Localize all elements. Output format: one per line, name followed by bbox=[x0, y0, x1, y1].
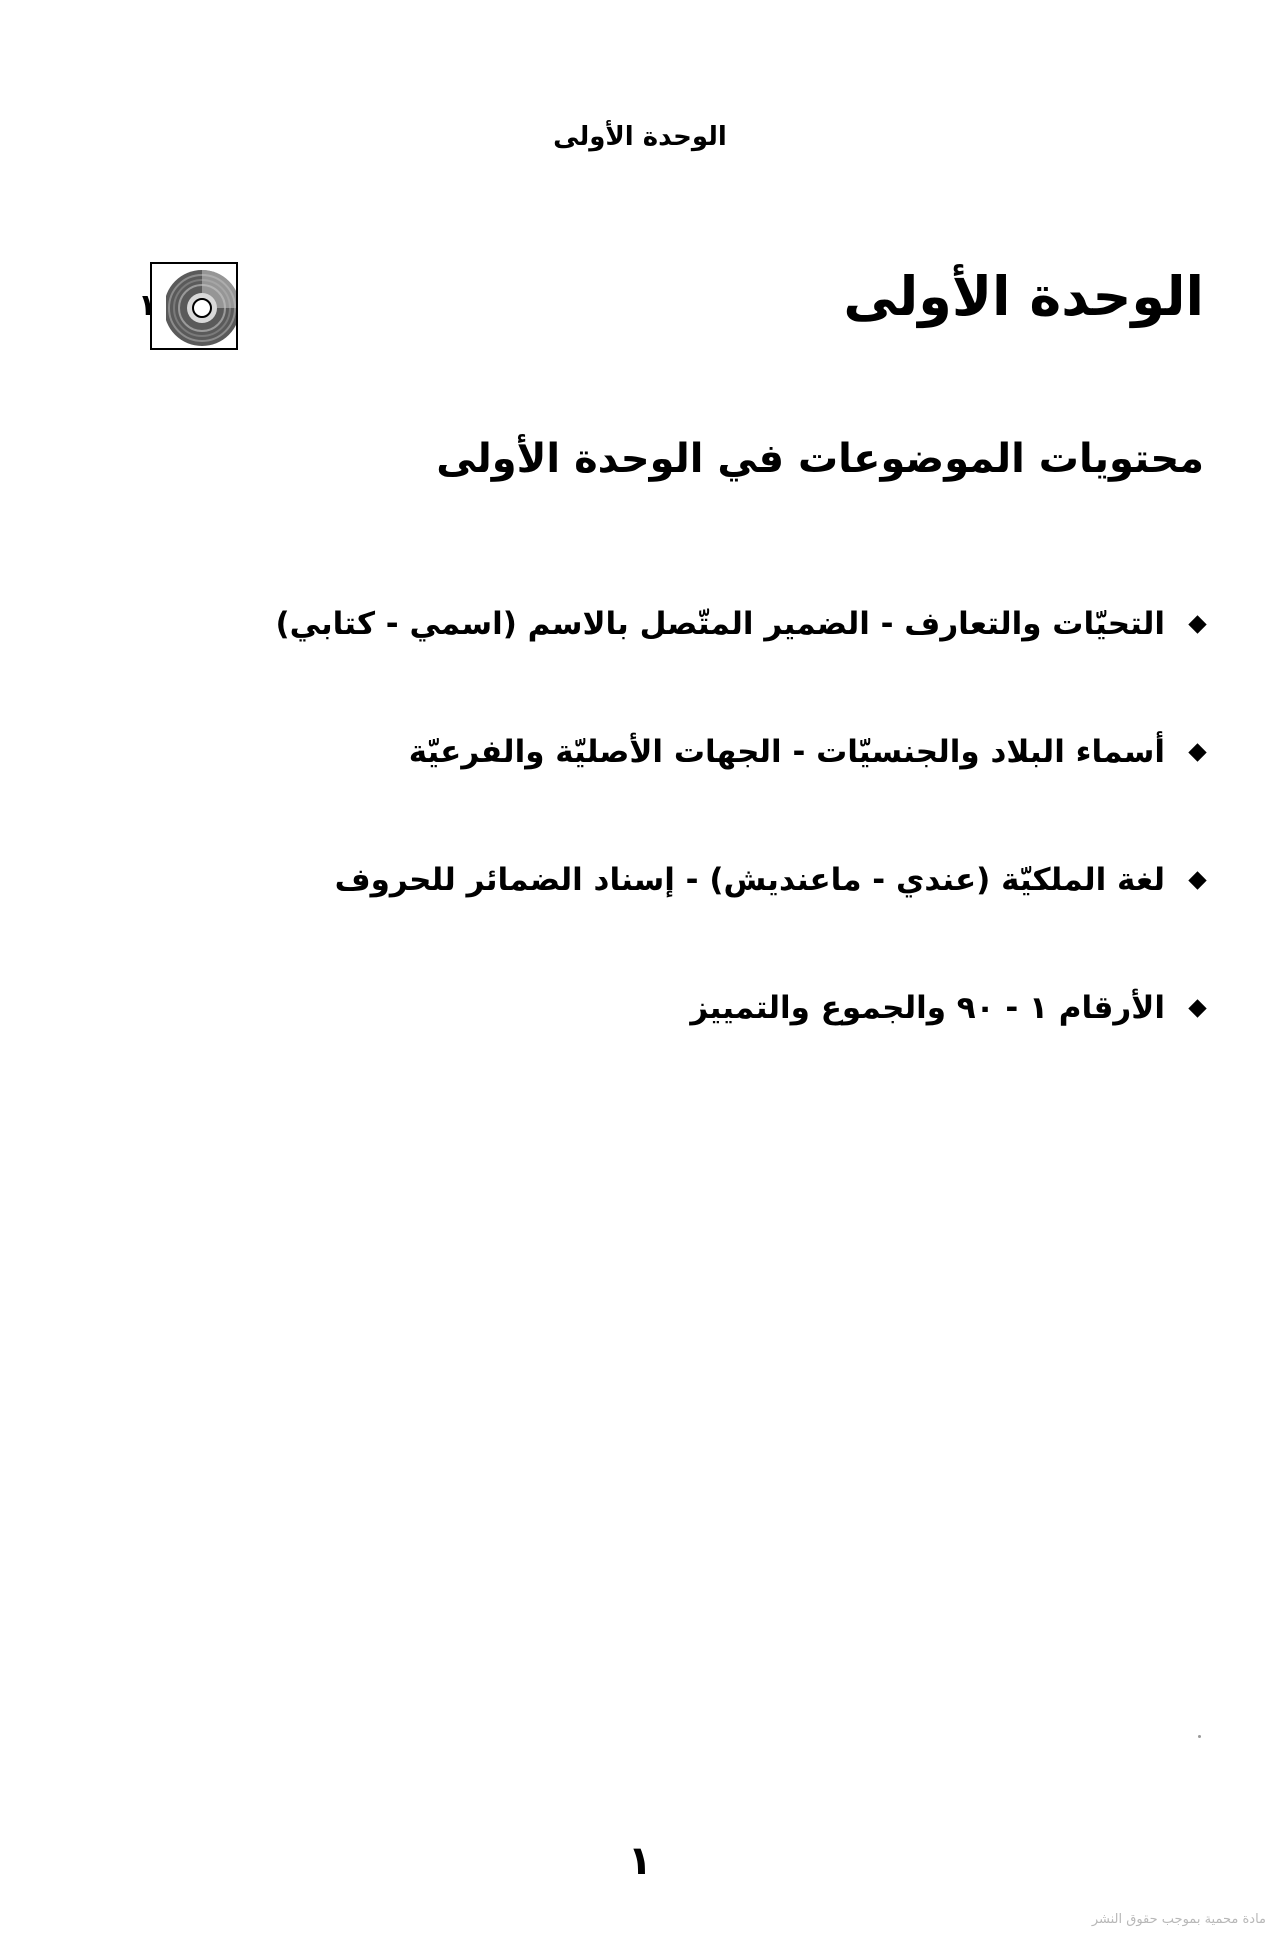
topic-text: التحيّات والتعارف - الضمير المتّصل بالاسم (اسمي - كتابي) bbox=[275, 606, 1165, 642]
list-item bbox=[244, 944, 1204, 1072]
diamond-bullet-icon bbox=[1188, 743, 1206, 761]
topic-text: أسماء البلاد والجنسيّات - الجهات الأصليّة والفرعيّة bbox=[408, 734, 1165, 770]
list-item bbox=[244, 688, 1204, 816]
scan-speck bbox=[1198, 1735, 1201, 1738]
diamond-bullet-icon bbox=[1188, 615, 1206, 633]
copyright-watermark: مادة محمية بموجب حقوق النشر bbox=[1091, 1912, 1266, 1927]
list-item bbox=[244, 560, 1204, 688]
list-item bbox=[244, 816, 1204, 944]
cd-disc-icon bbox=[150, 262, 238, 350]
contents-heading: محتويات الموضوعات في الوحدة الأولى bbox=[436, 436, 1204, 482]
running-header: الوحدة الأولى bbox=[553, 122, 727, 152]
diamond-bullet-icon bbox=[1188, 999, 1206, 1017]
page-number: ١ bbox=[627, 1838, 653, 1884]
audio-track-number: ١ bbox=[138, 288, 157, 323]
topic-text: لغة الملكيّة (عندي - ماعنديش) - إسناد الضمائر للحروف bbox=[334, 862, 1165, 898]
topic-list bbox=[244, 560, 1204, 1072]
unit-title: الوحدة الأولى bbox=[843, 265, 1204, 328]
diamond-bullet-icon bbox=[1188, 871, 1206, 889]
topic-text: الأرقام ١ - ٩٠ والجموع والتمييز bbox=[690, 990, 1165, 1026]
